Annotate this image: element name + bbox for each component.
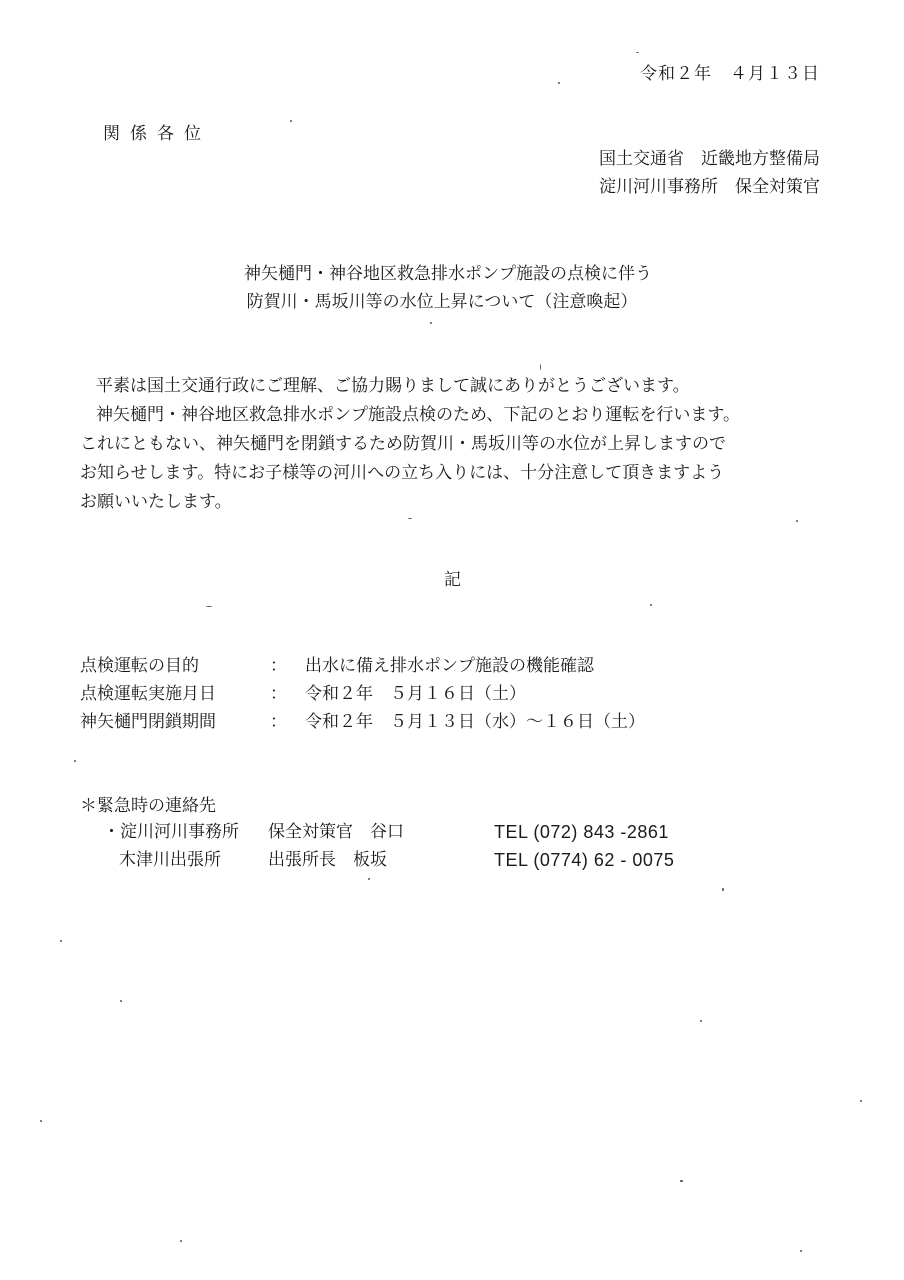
scan-speck [60,940,62,942]
scan-speck [430,322,432,324]
contact-tel: TEL (0774) 62 - 0075 [494,850,675,870]
addressee: 関係各位 [103,124,211,144]
scan-speck [650,604,652,606]
body-line: お知らせします。特にお子様等の河川への立ち入りには、十分注意して頂きますよう [80,463,725,483]
scan-speck [796,520,798,522]
detail-value-closure-period: 令和２年 ５月１３日（水）～１６日（土） [305,712,645,732]
sender-office-title: 淀川河川事務所 保全対策官 [599,177,820,197]
detail-colon: ： [270,656,287,676]
detail-value-purpose: 出水に備え排水ポンプ施設の機能確認 [305,656,594,676]
scan-speck [180,1240,182,1242]
detail-value-operation-date: 令和２年 ５月１６日（土） [305,684,526,704]
scan-speck [120,1000,122,1002]
body-line: お願いいたします。 [80,492,232,512]
detail-label-closure-period: 神矢樋門閉鎖期間 [80,712,216,732]
ki-heading: 記 [444,570,461,590]
contact-tel: TEL (072) 843 -2861 [494,822,669,842]
contact-role: 出張所長 板坂 [268,850,387,870]
body-line: 平素は国土交通行政にご理解、ご協力賜りまして誠にありがとうございます。 [96,376,690,396]
scan-speck [860,1100,862,1102]
scan-speck [540,364,541,370]
detail-colon: ： [270,684,287,704]
scan-speck [206,606,212,607]
contact-office: ・淀川河川事務所 [103,822,239,842]
scan-speck [680,1180,683,1182]
scan-speck [408,518,412,519]
scan-speck [722,888,724,891]
body-line: これにともない、神矢樋門を閉鎖するため防賀川・馬坂川等の水位が上昇しますので [80,434,726,454]
detail-label-purpose: 点検運転の目的 [80,656,199,676]
sender-organization: 国土交通省 近畿地方整備局 [599,149,820,169]
scan-speck [558,82,560,84]
scan-speck [700,1020,702,1022]
scan-speck [636,52,639,53]
scan-speck [40,1120,42,1122]
body-line: 神矢樋門・神谷地区救急排水ポンプ施設点検のため、下記のとおり運転を行います。 [96,405,740,425]
scan-speck [800,1250,802,1252]
scan-speck [290,120,292,122]
document-title-line-1: 神矢樋門・神谷地区救急排水ポンプ施設の点検に伴う [244,264,652,284]
contact-office: 木津川出張所 [119,850,221,870]
detail-colon: ： [270,712,287,732]
detail-label-operation-date: 点検運転実施月日 [80,684,216,704]
scan-speck [368,878,370,880]
contact-role: 保全対策官 谷口 [268,822,404,842]
emergency-contact-heading: ＊緊急時の連絡先 [80,796,216,816]
scan-speck [74,760,76,762]
document-date: 令和２年 ４月１３日 [640,64,820,84]
document-title-line-2: 防賀川・馬坂川等の水位上昇について（注意喚起） [246,292,638,312]
